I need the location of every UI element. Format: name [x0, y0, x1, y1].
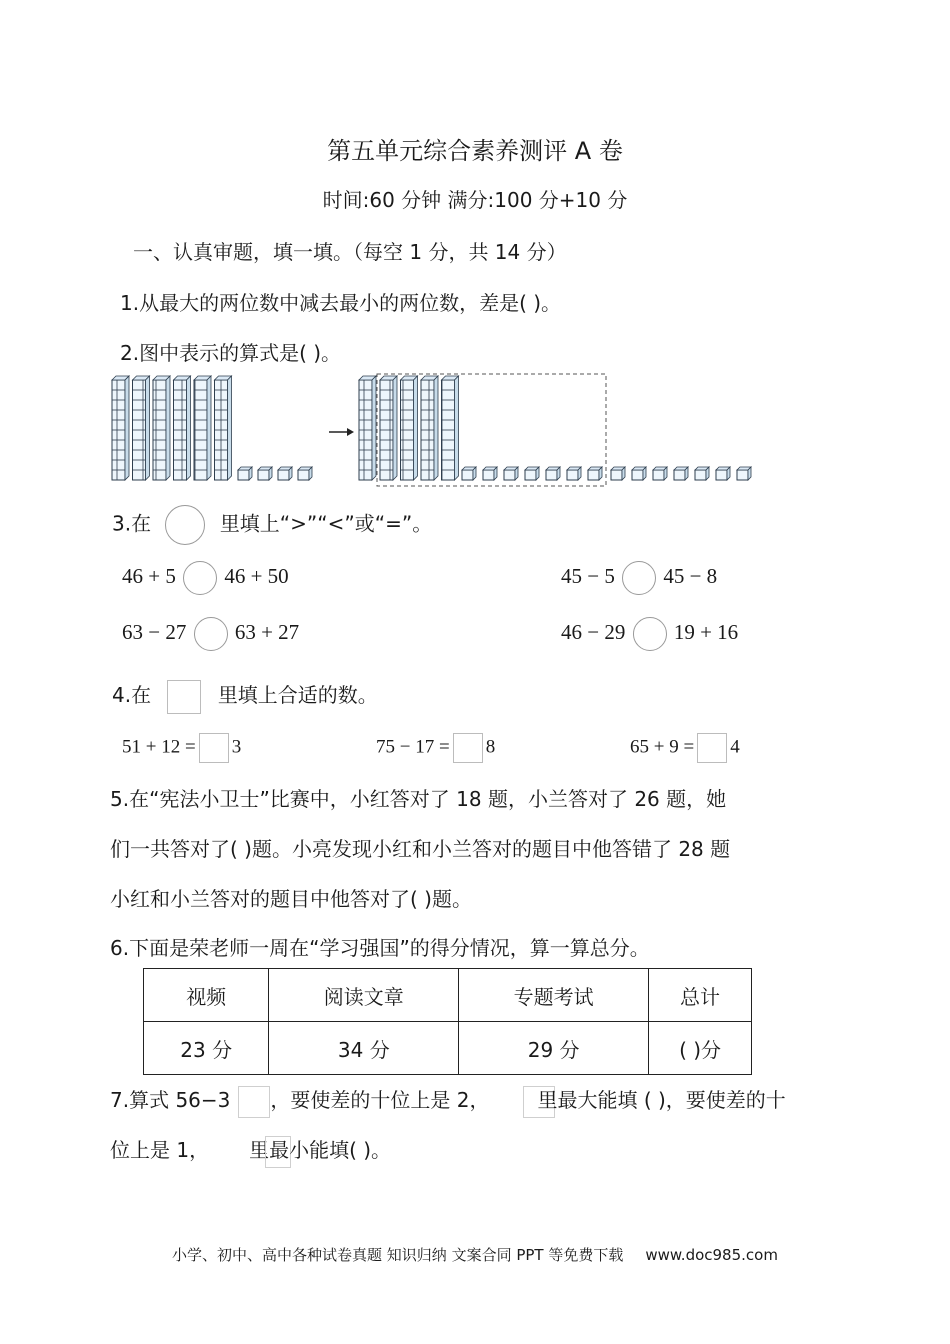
unit-cube: [504, 470, 515, 480]
q3-prefix: 3.在: [112, 511, 152, 536]
q7-line-2-b: 里: [249, 1138, 270, 1162]
q3-item-4-right: 19 + 16: [673, 619, 739, 644]
ten-rod: [442, 380, 455, 480]
q4-item-3-left: 65 + 9 =: [630, 736, 695, 758]
ten-rod: [133, 380, 146, 480]
unit-cube: [695, 470, 706, 480]
ten-rod: [359, 380, 372, 480]
base-ten-blocks-figure: [0, 370, 950, 490]
unit-cube: [462, 470, 473, 480]
ten-rod: [153, 380, 166, 480]
q4-item-2-left: 75 − 17 =: [376, 736, 450, 758]
ten-rod-side: [125, 376, 129, 480]
ten-rod-side: [187, 376, 191, 480]
unit-cube: [298, 470, 309, 480]
q3-item-3-right: 63 + 27: [234, 619, 300, 644]
q4-item-2: [376, 733, 495, 763]
footer-text: 小学、初中、高中各种试卷真题 知识归纳 文案合同 PPT 等免费下载: [172, 1246, 624, 1264]
unit-cube: [588, 470, 599, 480]
question-7-line-1: [110, 1084, 786, 1118]
q4-item-2-right: 8: [485, 736, 496, 758]
question-2: 2.图中表示的算式是( )。: [120, 341, 342, 365]
question-5-line-1: 5.在“宪法小卫士”比赛中，小红答对了 18 题，小兰答对了 26 题，她: [110, 787, 727, 811]
ten-rod-side: [207, 376, 211, 480]
ten-rod: [380, 380, 393, 480]
ten-rod-side: [455, 376, 459, 480]
ten-rod: [194, 380, 207, 480]
unit-cube: [674, 470, 685, 480]
table-header: 视频: [144, 969, 269, 1022]
answer-box-sample: [167, 680, 201, 714]
q7-line-2-a: 位上是 1，: [110, 1138, 210, 1162]
table-cell: 23 分: [144, 1022, 269, 1075]
table-header: 总计: [649, 969, 752, 1022]
q7-line-2-c: 最小能填( )。: [269, 1138, 392, 1162]
answer-circle[interactable]: [194, 617, 228, 651]
footer: [0, 1244, 950, 1265]
footer-link[interactable]: www.doc985.com: [645, 1246, 778, 1264]
unit-cube: [737, 470, 748, 480]
q4-item-3-right: 4: [730, 736, 740, 758]
total-answer-cell[interactable]: ( )分: [649, 1022, 752, 1075]
question-1: 1.从最大的两位数中减去最小的两位数，差是( )。: [120, 291, 562, 315]
ten-rod-side: [434, 376, 438, 480]
answer-circle[interactable]: [183, 561, 217, 595]
ten-rod: [112, 380, 125, 480]
q3-item-1: [122, 561, 289, 595]
q3-item-4-left: 46 − 29: [561, 619, 626, 644]
question-3: [112, 505, 432, 545]
table-header: 专题考试: [459, 969, 649, 1022]
unit-cube: [611, 470, 622, 480]
exam-info: 时间:60 分钟 满分:100 分+10 分: [322, 188, 628, 212]
q3-instruction: 里填上“>”“<”或“=”。: [219, 511, 433, 536]
digit-box[interactable]: [697, 733, 727, 763]
question-4: [112, 679, 378, 714]
unit-cube: [525, 470, 536, 480]
question-7-line-2: [110, 1134, 391, 1168]
q7-part-1: 7.算式 56−3: [110, 1088, 231, 1112]
unit-cube: [546, 470, 557, 480]
ten-rod-side: [414, 376, 418, 480]
unit-cube: [258, 470, 269, 480]
ten-rod: [215, 380, 228, 480]
answer-circle-sample: [165, 505, 205, 545]
question-5-line-3: 小红和小兰答对的题目中他答对了( )题。: [110, 887, 472, 911]
q3-item-1-left: 46 + 5: [122, 563, 176, 588]
q3-item-2-right: 45 − 8: [663, 563, 718, 588]
table-header: 阅读文章: [269, 969, 459, 1022]
table-cell: 34 分: [269, 1022, 459, 1075]
unit-cube: [653, 470, 664, 480]
q3-item-3-left: 63 − 27: [122, 619, 187, 644]
digit-box[interactable]: [453, 733, 483, 763]
q3-item-2-left: 45 − 5: [561, 563, 615, 588]
unit-cube: [483, 470, 494, 480]
q4-item-3: [630, 733, 740, 763]
q3-item-3: [122, 617, 299, 651]
table-cell: 29 分: [459, 1022, 649, 1075]
q4-prefix: 4.在: [112, 683, 152, 707]
unit-cube: [632, 470, 643, 480]
q3-item-1-right: 46 + 50: [224, 563, 289, 588]
ten-rod: [401, 380, 414, 480]
q3-item-2: [561, 561, 717, 595]
table-row: [144, 1022, 752, 1075]
unit-cube: [278, 470, 289, 480]
unit-cube: [238, 470, 249, 480]
question-5-line-2: 们一共答对了( )题。小亮发现小红和小兰答对的题目中他答错了 28 题: [110, 837, 731, 861]
ten-rod-side: [146, 376, 150, 480]
score-table: [143, 968, 752, 1075]
ten-rod-side: [166, 376, 170, 480]
answer-circle[interactable]: [633, 617, 667, 651]
unit-cube: [716, 470, 727, 480]
q7-part-3: 里最大能填 ( )，要使差的十: [537, 1088, 786, 1112]
section-heading: 一、认真审题，填一填。（每空 1 分，共 14 分）: [133, 240, 567, 264]
table-header-row: [144, 969, 752, 1022]
ten-rod-side: [393, 376, 397, 480]
q3-item-4: [561, 617, 738, 651]
question-6: 6.下面是荣老师一周在“学习强国”的得分情况，算一算总分。: [110, 936, 650, 960]
digit-box[interactable]: [238, 1086, 270, 1118]
ten-rod: [421, 380, 434, 480]
arrow-icon: [329, 428, 354, 436]
page-title: 第五单元综合素养测评 A 卷: [327, 137, 623, 165]
q4-item-1: [122, 733, 241, 763]
unit-cube: [567, 470, 578, 480]
q4-instruction: 里填上合适的数。: [217, 683, 378, 707]
digit-box[interactable]: [199, 733, 229, 763]
ten-rod: [174, 380, 187, 480]
q4-item-1-right: 3: [231, 736, 242, 758]
q7-part-2: ，要使差的十位上是 2，: [270, 1088, 490, 1112]
answer-circle[interactable]: [622, 561, 656, 595]
q4-item-1-left: 51 + 12 =: [122, 736, 196, 758]
ten-rod-side: [372, 376, 376, 480]
ten-rod-side: [228, 376, 232, 480]
